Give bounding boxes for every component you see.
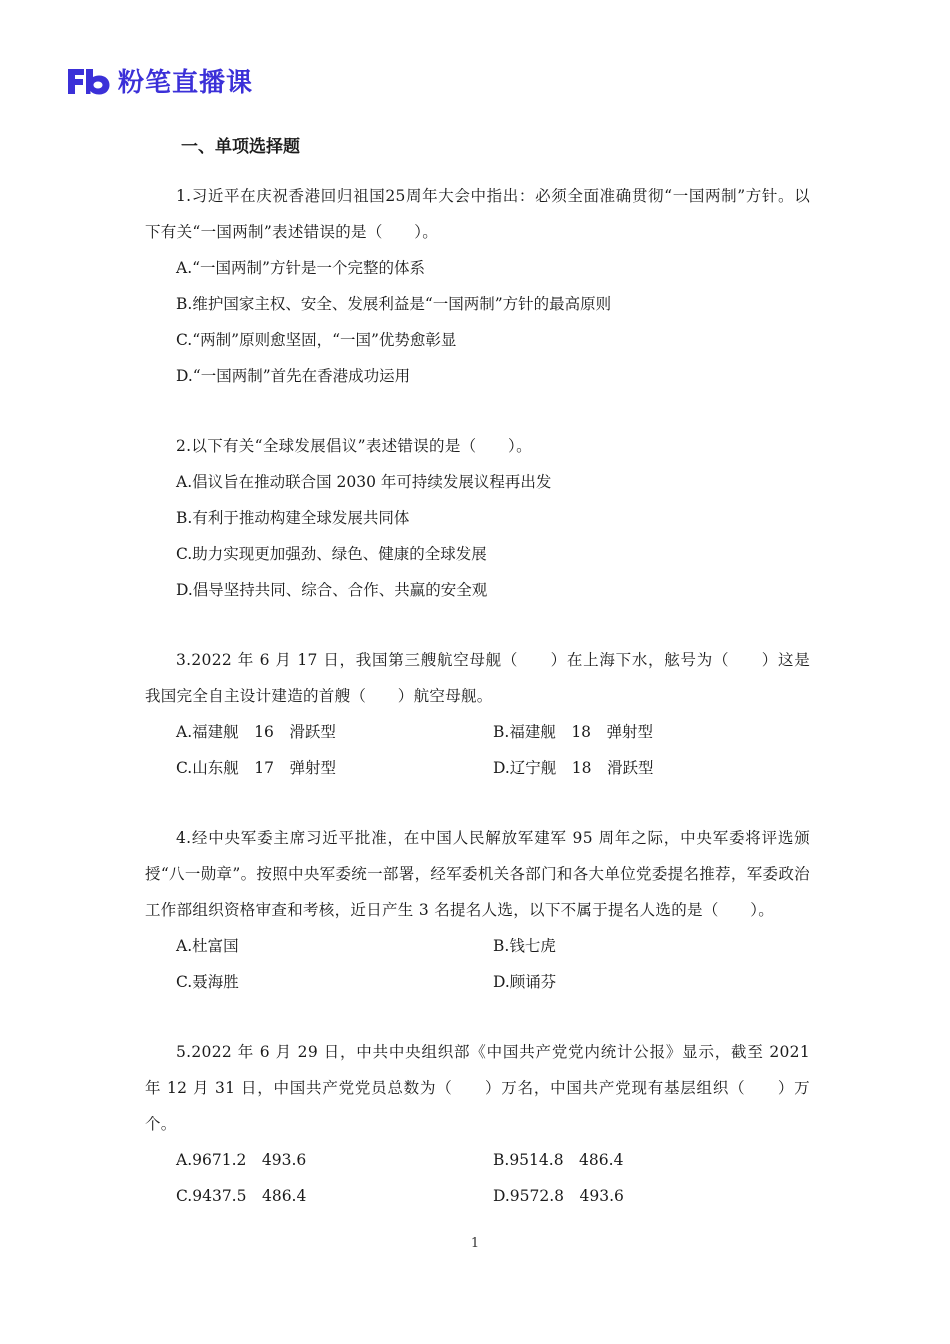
section-title: 一、单项选择题 [181, 137, 300, 157]
option-b[interactable]: B.有利于推动构建全球发展共同体 [176, 509, 410, 527]
option-c[interactable]: C.山东舰 17 弹射型 [176, 759, 336, 777]
option-a[interactable]: A.9671.2 493.6 [176, 1151, 307, 1169]
option-a[interactable]: A.福建舰 16 滑跃型 [176, 723, 336, 741]
option-a[interactable]: A.杜富国 [176, 937, 239, 955]
option-c[interactable]: C.“两制”原则愈坚固，“一国”优势愈彰显 [176, 331, 457, 349]
option-b[interactable]: B.9514.8 486.4 [493, 1151, 624, 1169]
question-stem: 1.习近平在庆祝香港回归祖国25周年大会中指出：必须全面准确贯彻“一国两制”方针。以下有关“一国两制”表述错误的是（ ）。 [145, 187, 810, 241]
question-4 [145, 820, 810, 1000]
page-number: 1 [470, 1236, 480, 1251]
logo-text: 粉笔直播课 [118, 68, 254, 98]
question-stem: 5.2022 年 6 月 29 日，中共中央组织部《中国共产党党内统计公报》显示，截至 2021 年 12 月 31 日，中国共产党党员总数为（ ）万名，中国共产党现有基层组织（ ）万个。 [145, 1043, 810, 1133]
fb-logo-icon [66, 66, 112, 96]
question-stem: 2.以下有关“全球发展倡议”表述错误的是（ ）。 [176, 437, 532, 455]
question-3 [145, 642, 810, 786]
question-stem: 4.经中央军委主席习近平批准，在中国人民解放军建军 95 周年之际，中央军委将评选颁授“八一勋章”。按照中央军委统一部署，经军委机关各部门和各大单位党委提名推荐，军委政治工作部组织资格审查和考核，近日产生 3 名提名人选，以下不属于提名人选的是（ ）。 [145, 829, 810, 919]
option-c[interactable]: C.9437.5 486.4 [176, 1187, 307, 1205]
brand-logo [66, 62, 253, 99]
option-c[interactable]: C.助力实现更加强劲、绿色、健康的全球发展 [176, 545, 487, 563]
option-d[interactable]: D.“一国两制”首先在香港成功运用 [176, 367, 411, 385]
option-b[interactable]: B.钱七虎 [493, 937, 556, 955]
option-b[interactable]: B.维护国家主权、安全、发展利益是“一国两制”方针的最高原则 [176, 295, 612, 313]
question-content [145, 130, 810, 1248]
question-5 [145, 1034, 810, 1214]
option-d[interactable]: D.倡导坚持共同、综合、合作、共赢的安全观 [176, 581, 488, 599]
option-a[interactable]: A.“一国两制”方针是一个完整的体系 [176, 259, 425, 277]
option-c[interactable]: C.聂海胜 [176, 973, 239, 991]
option-a[interactable]: A.倡议旨在推动联合国 2030 年可持续发展议程再出发 [176, 473, 552, 491]
option-b[interactable]: B.福建舰 18 弹射型 [493, 723, 654, 741]
question-1 [145, 178, 810, 394]
option-d[interactable]: D.9572.8 493.6 [493, 1187, 624, 1205]
option-d[interactable]: D.辽宁舰 18 滑跃型 [493, 759, 654, 777]
question-2 [145, 428, 810, 608]
option-d[interactable]: D.顾诵芬 [493, 973, 557, 991]
question-stem: 3.2022 年 6 月 17 日，我国第三艘航空母舰（ ）在上海下水，舷号为（ ）这是我国完全自主设计建造的首艘（ ）航空母舰。 [145, 651, 810, 705]
